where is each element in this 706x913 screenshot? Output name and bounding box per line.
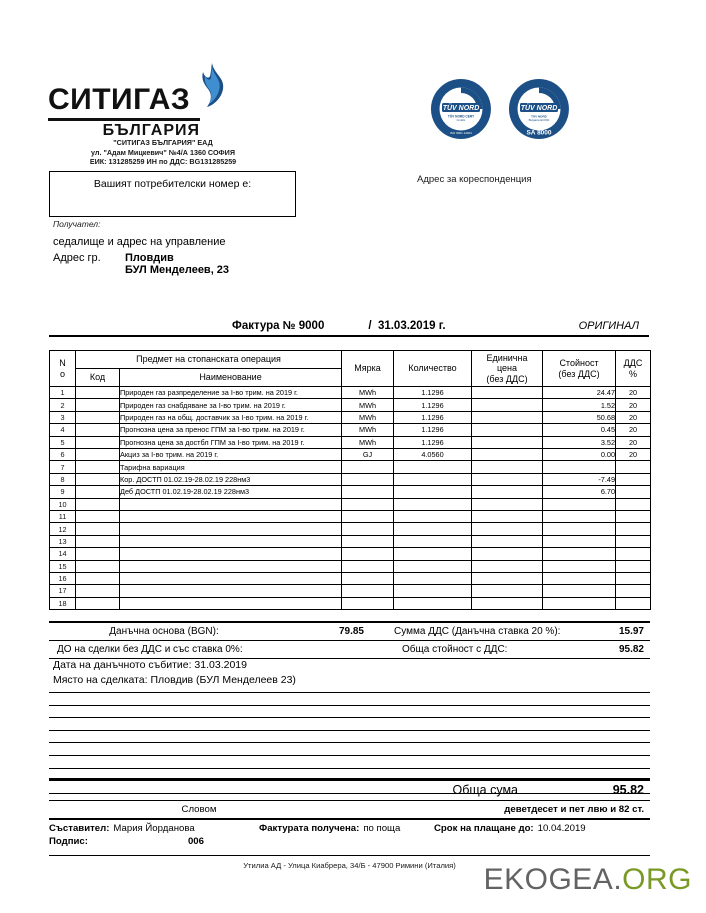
cell-code [76,597,120,609]
cell-vat [616,498,651,510]
cell-vat: 20 [616,399,651,411]
cell-vat [616,461,651,473]
grand-total-row [49,780,650,801]
total-with-vat-value: 95.82 [618,644,644,655]
header-vat: ДДС % [616,351,651,387]
cell-unit-price [472,510,543,522]
cell-unit [342,597,394,609]
cell-no: 10 [50,498,76,510]
grand-total-block [49,778,650,820]
cell-no: 16 [50,572,76,584]
blank-line [49,718,650,731]
cell-unit-price [472,585,543,597]
cell-name: Природен газ разпределение за I-во трим. на 2019 г. [120,387,342,399]
zero-rate-label: ДО на сделки без ДДС и със ставка 0%: [57,644,243,655]
cell-unit-price [472,597,543,609]
cell-vat: 20 [616,448,651,460]
cell-code [76,399,120,411]
cell-value [543,523,616,535]
cell-value: 24.47 [543,387,616,399]
logo-subtitle: БЪЛГАРИЯ [102,122,200,139]
cell-value [543,548,616,560]
grand-total-label: Обща сума [452,783,518,797]
recipient-block [53,219,403,276]
cell-no: 1 [50,387,76,399]
cell-name [120,560,342,572]
cell-no: 4 [50,424,76,436]
cell-no: 8 [50,473,76,485]
table-row [50,399,651,411]
table-row [50,523,651,535]
cell-name: Природен газ на общ. доставчик за I-во трим. на 2019 г. [120,411,342,423]
logo-row [48,62,308,115]
header-quantity: Количество [394,351,472,387]
cell-name [120,535,342,547]
svg-text:ISO 9001 14001: ISO 9001 14001 [450,131,472,135]
cell-unit-price [472,436,543,448]
cell-vat [616,535,651,547]
cell-no: 3 [50,411,76,423]
cell-quantity: 1.1296 [394,424,472,436]
cell-vat: 20 [616,387,651,399]
cell-unit-price [472,424,543,436]
invoice-original-marker: ОРИГИНАЛ [578,320,639,332]
received-field [259,823,434,834]
cell-unit [342,486,394,498]
recipient-street: БУЛ Менделеев, 23 [125,264,230,276]
author-field [49,823,259,834]
cell-name: Природен газ снабдяване за I-во трим. на 2019 г. [120,399,342,411]
recipient-address-key: Адрес гр. [53,252,101,264]
cell-quantity [394,461,472,473]
header-unit-price: Единична цена (без ДДС) [472,351,543,387]
cell-name [120,597,342,609]
cell-name [120,585,342,597]
cell-vat [616,572,651,584]
amount-in-words-label: Словом [181,804,217,815]
table-row [50,498,651,510]
cell-value [543,597,616,609]
cell-quantity [394,548,472,560]
cell-vat [616,523,651,535]
cell-code [76,535,120,547]
table-row [50,572,651,584]
blank-line [49,756,650,769]
cell-unit-price [472,535,543,547]
table-row [50,510,651,522]
totals-row-zero-rate [49,641,650,659]
cell-quantity [394,473,472,485]
cell-no: 5 [50,436,76,448]
cell-unit [342,572,394,584]
cell-value [543,572,616,584]
author-key: Съставител: [49,823,110,834]
transaction-place-line: Място на сделката: Пловдив (БУЛ Менделеев 23) [53,674,296,687]
header-unit: Мярка [342,351,394,387]
cell-value [543,510,616,522]
cell-name: Прогнозна цена за достбл ГПМ за I-во трим. на 2019 г. [120,436,342,448]
cell-value: 0.00 [543,448,616,460]
cell-value: 1.52 [543,399,616,411]
cell-name [120,510,342,522]
cell-code [76,523,120,535]
cell-name: Кор. ДОСТП 01.02.19-28.02.19 228нм3 [120,473,342,485]
cell-vat [616,510,651,522]
table-row [50,387,651,399]
consumer-number-label: Вашият потребителски номер е: [93,178,252,190]
cell-unit: MWh [342,424,394,436]
watermark-part2: ORG [622,863,692,896]
totals-block [49,621,650,659]
cell-unit [342,510,394,522]
cell-unit: MWh [342,387,394,399]
cell-value: -7.49 [543,473,616,485]
grand-total-value: 95.82 [612,783,644,797]
cell-vat [616,585,651,597]
cell-value [543,560,616,572]
cell-quantity: 1.1296 [394,436,472,448]
svg-text:TÜV NORD: TÜV NORD [442,105,480,112]
table-row [50,560,651,572]
cell-unit-price [472,548,543,560]
line-items-table [49,350,651,610]
header-code: Код [76,369,120,387]
cell-vat [616,473,651,485]
header-name: Наименование [120,369,342,387]
invoice-number: Фактура № 9000 [232,320,325,332]
recipient-address-row [53,252,403,264]
cell-no: 15 [50,560,76,572]
cell-no: 6 [50,448,76,460]
cell-unit-price [472,461,543,473]
blank-line [49,693,650,706]
cell-quantity: 1.1296 [394,387,472,399]
cell-value [543,461,616,473]
cell-unit [342,548,394,560]
cell-code [76,572,120,584]
header-value: Стойност (без ДДС) [543,351,616,387]
cell-no: 9 [50,486,76,498]
recipient-registered-address: седалище и адрес на управление [53,236,226,248]
table-row [50,473,651,485]
cell-unit [342,560,394,572]
table-body [50,387,651,610]
cell-unit: MWh [342,436,394,448]
table-row [50,597,651,609]
cell-value: 3.52 [543,436,616,448]
ekogea-watermark [484,863,692,897]
cell-quantity [394,486,472,498]
table-row [50,486,651,498]
table-row [50,535,651,547]
company-name-line: "СИТИГАЗ БЪЛГАРИЯ" ЕАД [113,138,213,147]
invoice-date: / 31.03.2019 г. [368,320,446,332]
cell-code [76,498,120,510]
cell-no: 13 [50,535,76,547]
table-row [50,448,651,460]
tuv-nord-cert-badge-icon [428,76,494,142]
invoice-title-row [49,320,649,337]
cell-quantity [394,535,472,547]
cell-name: Деб ДОСТП 01.02.19-28.02.19 228нм3 [120,486,342,498]
cell-code [76,510,120,522]
cell-unit-price [472,473,543,485]
logo-divider [48,118,200,121]
cell-unit [342,523,394,535]
cell-code [76,448,120,460]
amount-in-words-value: деветдесет и пет лвю и 82 ст. [504,804,644,815]
cell-code [76,436,120,448]
cell-unit-price [472,498,543,510]
cell-no: 11 [50,510,76,522]
author-value: Мария Йорданова [113,823,195,834]
cell-unit: MWh [342,411,394,423]
cell-code [76,585,120,597]
amount-in-words-row [49,801,650,820]
cell-unit-price [472,448,543,460]
table-row [50,424,651,436]
cell-code [76,424,120,436]
cell-name [120,523,342,535]
cell-no: 7 [50,461,76,473]
cell-vat [616,486,651,498]
table-row [50,585,651,597]
cell-unit: MWh [342,399,394,411]
logo-wordmark: СИТИГАЗ [48,83,191,116]
transaction-info [49,658,650,688]
cell-name: Тарифна вариация [120,461,342,473]
cell-value [543,585,616,597]
table-row [50,411,651,423]
recipient-city: Пловдив [125,252,174,264]
tax-base-value: 79.85 [338,626,364,637]
header-no: N o [50,351,76,387]
recipient-caption: Получател: [53,219,101,229]
svg-text:TÜV NORD: TÜV NORD [520,105,558,112]
cell-code [76,548,120,560]
cell-vat: 20 [616,411,651,423]
table-row [50,461,651,473]
tuv-nord-sa8000-badge-icon [506,76,572,142]
cell-name [120,498,342,510]
cell-unit-price [472,387,543,399]
signature-value: 006 [187,836,204,847]
total-with-vat-label: Обща стойност с ДДС: [402,644,508,655]
cell-vat [616,548,651,560]
cell-vat [616,597,651,609]
due-date-key: Срок на плащане до: [434,823,534,834]
svg-text:SA 8000: SA 8000 [526,129,552,137]
footer-divider [49,855,650,856]
flame-icon [192,62,226,113]
cell-vat: 20 [616,424,651,436]
cell-quantity [394,560,472,572]
cell-name [120,548,342,560]
cell-no: 17 [50,585,76,597]
cell-unit [342,585,394,597]
cell-quantity [394,597,472,609]
blank-line [49,706,650,719]
cell-quantity: 1.1296 [394,399,472,411]
header-subject: Предмет на стопанската операция [76,351,342,369]
totals-row-tax-base [49,623,650,641]
consumer-number-box[interactable] [49,171,296,217]
table-row [50,436,651,448]
table-row [50,548,651,560]
cell-unit [342,461,394,473]
company-logo [48,62,308,140]
cell-unit-price [472,523,543,535]
cell-no: 2 [50,399,76,411]
due-date-value: 10.04.2019 [537,823,586,834]
footer-row-primary [49,823,650,836]
svg-text:GmbH: GmbH [456,118,466,122]
cell-unit-price [472,399,543,411]
cell-code [76,387,120,399]
cell-code [76,411,120,423]
signature-key: Подпис: [49,836,88,847]
cell-quantity [394,498,472,510]
received-value: по поща [363,823,401,834]
cell-unit: GJ [342,448,394,460]
cell-quantity: 1.1296 [394,411,472,423]
cell-value [543,535,616,547]
cell-value [543,498,616,510]
cell-quantity [394,585,472,597]
cell-value: 6.70 [543,486,616,498]
blank-line [49,731,650,744]
company-tax-line: ЕИК: 131285259 ИН по ДДС: BG131285259 [89,157,237,167]
cell-no: 12 [50,523,76,535]
cell-vat [616,560,651,572]
tax-event-date-line: Дата на данъчното събитие: 31.03.2019 [53,659,247,671]
cell-name: Акциз за I-во трим. на 2019 г. [120,448,342,460]
cell-value: 0.45 [543,424,616,436]
cell-code [76,560,120,572]
tax-base-label: Данъчна основа (BGN): [109,626,219,637]
cell-value: 50.68 [543,411,616,423]
cell-code [76,486,120,498]
company-details [48,138,278,167]
received-key: Фактурата получена: [259,823,360,834]
blank-line [49,743,650,756]
cell-unit-price [472,560,543,572]
watermark-part1: EKOGEA. [483,863,623,896]
svg-text:Bulgaria EOOD: Bulgaria EOOD [528,118,550,122]
cell-unit [342,535,394,547]
correspondence-address-label: Адрес за кореспонденция [417,174,532,185]
cell-name [120,572,342,584]
cell-quantity [394,572,472,584]
cell-no: 14 [50,548,76,560]
svg-text:TÜV NORD CERT: TÜV NORD CERT [447,114,475,119]
cell-no: 18 [50,597,76,609]
cell-unit [342,473,394,485]
footer-row-signature [49,836,650,849]
cell-quantity [394,523,472,535]
vat-sum-label: Сумма ДДС (Данъчна ставка 20 %): [394,626,561,637]
company-address-line: ул. "Адам Мицкевич" №4/А 1360 СОФИЯ [90,147,236,157]
cell-unit-price [472,572,543,584]
cell-code [76,461,120,473]
cell-code [76,473,120,485]
due-date-field [434,823,586,834]
cell-name: Прогнозна цена за пренос ГПМ за I-во трим. на 2019 г. [120,424,342,436]
cell-unit-price [472,411,543,423]
cell-unit [342,498,394,510]
certification-badges [428,76,572,142]
cell-quantity: 4.0560 [394,448,472,460]
vat-sum-value: 15.97 [618,626,644,637]
table-header [50,351,651,387]
cell-unit-price [472,486,543,498]
cell-vat: 20 [616,436,651,448]
footer-address: Утилиа АД - Улица Киабрера, 34/Б - 47900 Римини (Италия) [243,861,456,870]
cell-quantity [394,510,472,522]
svg-text:TÜV NORD: TÜV NORD [531,114,547,119]
